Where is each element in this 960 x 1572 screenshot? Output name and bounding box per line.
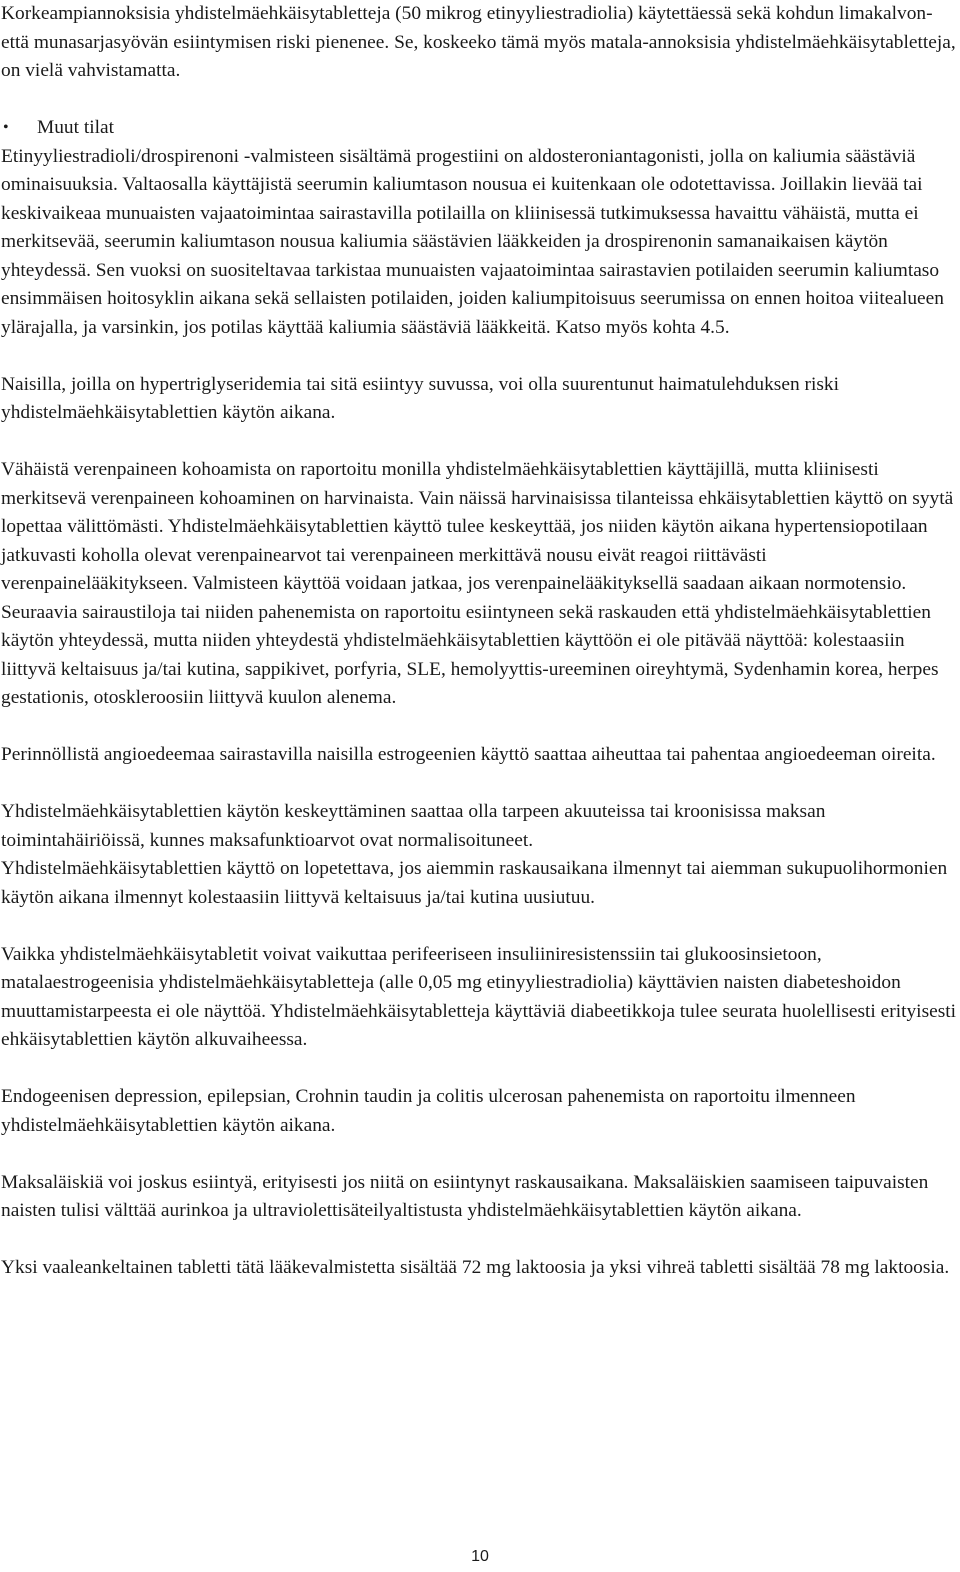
bullet-icon: • xyxy=(3,119,9,136)
paragraph-hypertriglyceridemia: Naisilla, joilla on hypertriglyseridemia tai sitä esiintyy suvussa, voi olla suurentunut haimatulehduksen riski yhdistelmäehkäisytablettien käytön aikana. xyxy=(1,373,839,423)
paragraph-blood-pressure: Vähäistä verenpaineen kohoamista on raportoitu monilla yhdistelmäehkäisytablettien käyttäjillä, mutta kliinisesti merkitsevä verenpaineen kohoaminen on harvinaista. Vain näissä harvinaisissa tilanteissa ehkäisytablettien käyttö on syytä lopettaa välittömästi. Yhdistelmäehkäisytablettien käyttö tulee keskeyttää, jos niiden käytön aikana hypertensiopotilaan jatkuvasti koholla olevat verenpainearvot tai verenpaineen merkittävä nousu eivät reagoi riittävästi verenpainelääkitykseen. Valmisteen käyttöä voidaan jatkaa, jos verenpainelääkityksellä saadaan aikaan normotensio. xyxy=(1,459,954,594)
paragraph-potassium: Etinyyliestradioli/drospirenoni -valmisteen sisältämä progestiini on aldosteroniantagonisti, jolla on kaliumia säästäviä ominaisuuksia. Valtaosalla käyttäjistä seerumin kaliumtason nousua ei kuitenkaan ole odotettavissa. Joillakin lievää tai keskivaikeaa munuaisten vajaatoimintaa sairastavilla potilailla on kliinisessä tutkimuksessa havaittu vähäistä, mutta ei merkitsevää, seerumin kaliumtason nousua kaliumia säästävien lääkkeiden ja drospirenonin samanaikaisen käytön yhteydessä. Sen vuoksi on suositeltavaa tarkistaa munuaisten vajaatoimintaa sairastavien potilaiden seerumin kaliumtaso ensimmäisen hoitosyklin aikana sekä sellaisten potilaiden, joiden kaliumpitoisuus seerumissa on ennen hoitoa viitealueen ylärajalla, ja varsinkin, jos potilas käyttää kaliumia säästäviä lääkkeitä. Katso myös kohta 4.5. xyxy=(1,145,944,338)
paragraph-liver-dysfunction: Yhdistelmäehkäisytablettien käytön keskeyttäminen saattaa olla tarpeen akuuteissa tai kroonisissa maksan toimintahäiriöissä, kunnes maksafunktioarvot ovat normalisoituneet. xyxy=(1,801,826,851)
section-heading-other-conditions xyxy=(1,114,957,143)
paragraph-cholestasis: Yhdistelmäehkäisytablettien käyttö on lopetettava, jos aiemmin raskausaikana ilmennyt tai aiemman sukupuolihormonien käytön aikana ilmennyt kolestaasiin liittyvä keltaisuus ja/tai kutina uusiutuu. xyxy=(1,858,948,908)
paragraph-associated-conditions: Seuraavia sairaustiloja tai niiden pahenemista on raportoitu esiintyneen sekä raskauden että yhdistelmäehkäisytablettien käytön yhteydessä, mutta niiden yhteydestä yhdistelmäehkäisytablettien käyttöön ei ole pitävää näyttöä: kolestaasiin liittyvä keltaisuus ja/tai kutina, sappikivet, porfyria, SLE, hemolyyttis-ureeminen oireyhtymä, Sydenhamin korea, herpes gestationis, otoskleroosiin liittyvä kuulon alenema. xyxy=(1,601,939,708)
document-page xyxy=(1,0,957,1311)
page-number: 10 xyxy=(471,1548,489,1565)
paragraph-lactose: Yksi vaaleankeltainen tabletti tätä lääkevalmistetta sisältää 72 mg laktoosia ja yksi vihreä tabletti sisältää 78 mg laktoosia. xyxy=(1,1257,950,1278)
paragraph-insulin-resistance: Vaikka yhdistelmäehkäisytabletit voivat vaikuttaa perifeeriseen insuliiniresistenssiin tai glukoosinsietoon, matalaestrogeenisia yhdistelmäehkäisytabletteja (alle 0,05 mg etinyyliestradiolia) käyttävien naisten diabeteshoidon muuttamistarpeesta ei ole näyttöä. Yhdistelmäehkäisytabletteja käyttäviä diabeetikkoja tulee seurata huolellisesti erityisesti ehkäisytablettien käytön alkuvaiheessa. xyxy=(1,943,957,1050)
paragraph-angioedema: Perinnöllistä angioedeemaa sairastavilla naisilla estrogeenien käyttö saattaa aiheuttaa tai pahentaa angioedeeman oireita. xyxy=(1,744,936,765)
paragraph-cancer-risk: Korkeampiannoksisia yhdistelmäehkäisytabletteja (50 mikrog etinyyliestradiolia) käytettäessä sekä kohdun limakalvon- että munasarjasyövän esiintymisen riski pienenee. Se, koskeeko tämä myös matala-annoksisia yhdistelmäehkäisytabletteja, on vielä vahvistamatta. xyxy=(1,3,956,81)
paragraph-depression-epilepsy: Endogeenisen depression, epilepsian, Crohnin taudin ja colitis ulcerosan pahenemista on raportoitu ilmenneen yhdistelmäehkäisytablettien käytön aikana. xyxy=(1,1086,856,1136)
section-heading-label: Muut tilat xyxy=(37,117,115,138)
paragraph-chloasma: Maksaläiskiä voi joskus esiintyä, erityisesti jos niitä on esiintynyt raskausaikana. Maksaläiskien saamiseen taipuvaisten naisten tulisi välttää aurinkoa ja ultraviolettisäteilyaltistusta yhdistelmäehkäisytablettien käytön aikana. xyxy=(1,1171,929,1221)
